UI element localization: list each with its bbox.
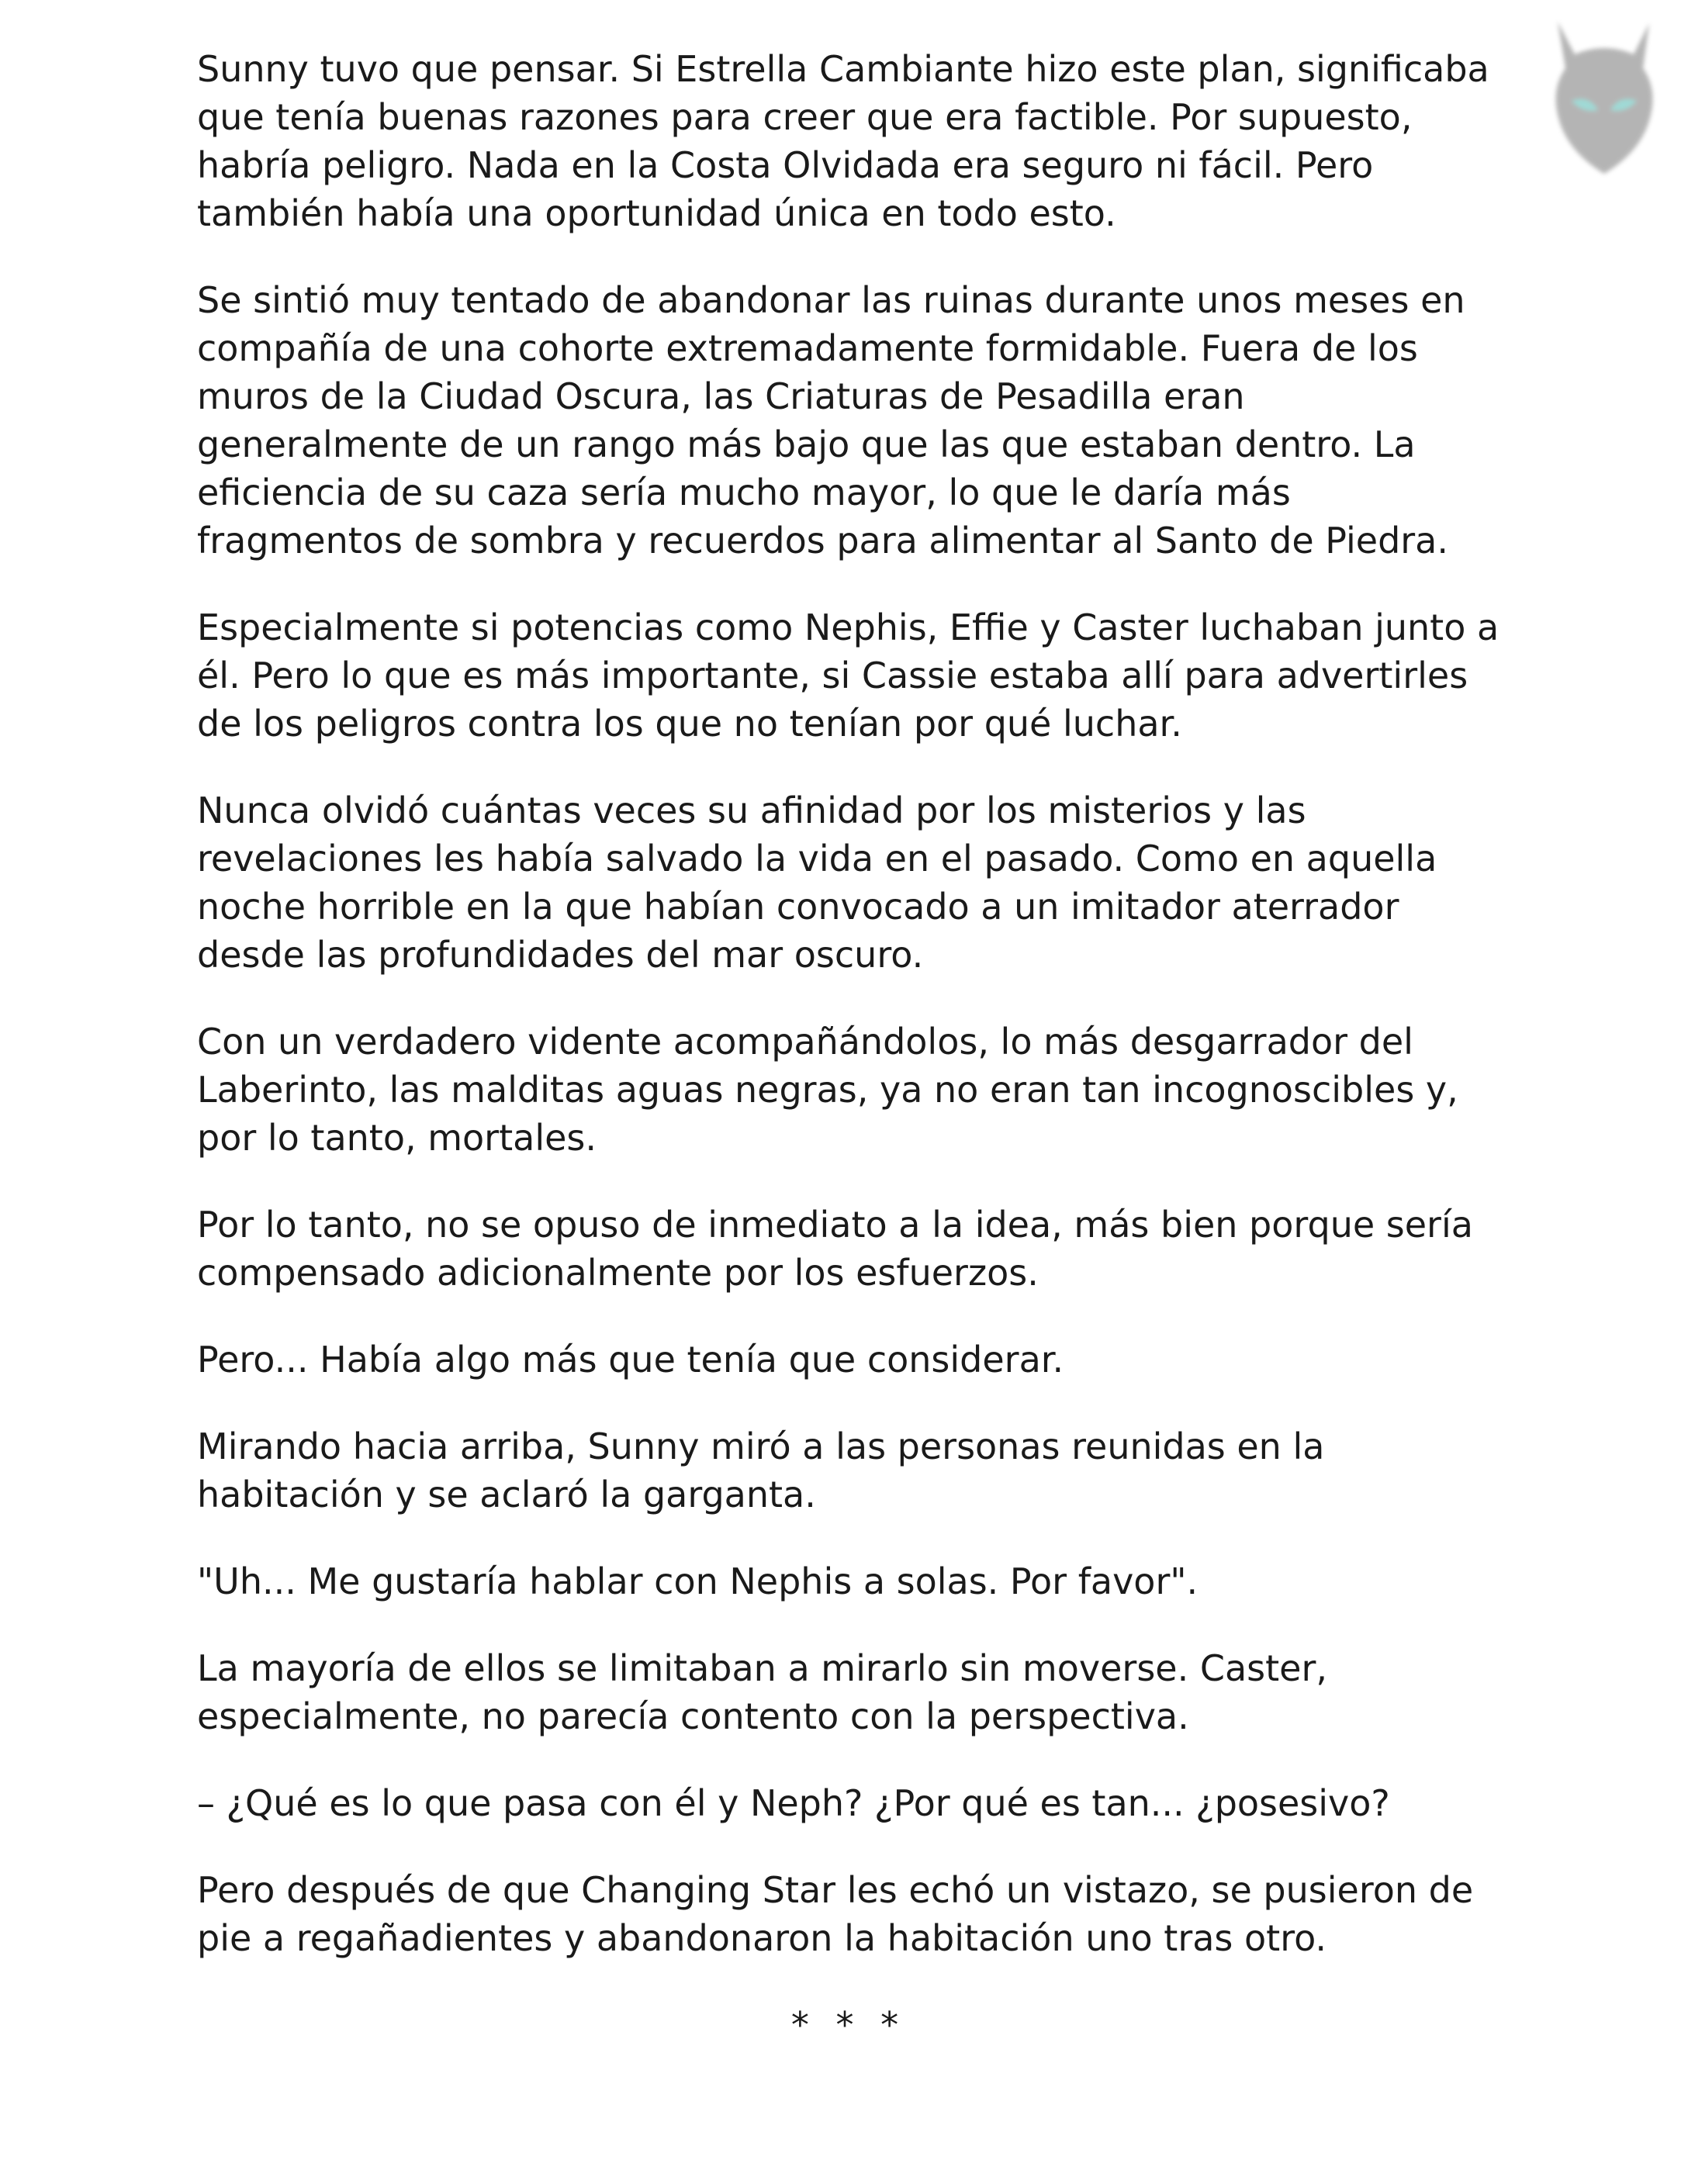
paragraph: Pero después de que Changing Star les echó un vistazo, se pusieron de pie a regañadientes y abandonaron la habitación uno tras otro. <box>197 1869 1474 1959</box>
paragraph: Especialmente si potencias como Nephis, Effie y Caster luchaban junto a él. Pero lo que es más importante, si Cassie estaba allí para advertirles de los peligros contra los que no tenían por qué luchar. <box>197 606 1499 745</box>
demon-head-icon <box>1527 14 1682 185</box>
paragraph: Se sintió muy tentado de abandonar las ruinas durante unos meses en compañía de una cohorte extremadamente formidable. Fuera de los muros de la Ciudad Oscura, las Criaturas de Pesadilla eran generalmente de un rango más bajo que las que estaban dentro. La eficiencia de su caza sería mucho mayor, lo que le daría más fragmentos de sombra y recuerdos para alimentar al Santo de Piedra. <box>197 279 1465 562</box>
paragraph: Sunny tuvo que pensar. Si Estrella Cambiante hizo este plan, significaba que tenía buenas razones para creer que era factible. Por supuesto, habría peligro. Nada en la Costa Olvidada era seguro ni fácil. Pero también había una oportunidad única en todo esto. <box>197 48 1489 234</box>
paragraph: Con un verdadero vidente acompañándolos, lo más desgarrador del Laberinto, las malditas aguas negras, ya no eran tan incognoscibles y, por lo tanto, mortales. <box>197 1021 1458 1159</box>
paragraph: Pero... Había algo más que tenía que considerar. <box>197 1339 1064 1381</box>
paragraph: Mirando hacia arriba, Sunny miró a las personas reunidas en la habitación y se aclaró la garganta. <box>197 1425 1325 1515</box>
document-body <box>197 45 1500 2049</box>
paragraph: – ¿Qué es lo que pasa con él y Neph? ¿Por qué es tan... ¿posesivo? <box>197 1782 1390 1824</box>
paragraph: La mayoría de ellos se limitaban a mirarlo sin moverse. Caster, especialmente, no parecía contento con la perspectiva. <box>197 1647 1327 1737</box>
paragraph: "Uh... Me gustaría hablar con Nephis a solas. Por favor". <box>197 1560 1199 1602</box>
paragraph: Por lo tanto, no se opuso de inmediato a la idea, más bien porque sería compensado adicionalmente por los esfuerzos. <box>197 1204 1473 1294</box>
section-separator: * * * <box>790 2004 907 2046</box>
paragraph: Nunca olvidó cuántas veces su afinidad por los misterios y las revelaciones les había salvado la vida en el pasado. Como en aquella noche horrible en la que habían convocado a un imitador aterrador desde las profundidades del mar oscuro. <box>197 790 1437 976</box>
